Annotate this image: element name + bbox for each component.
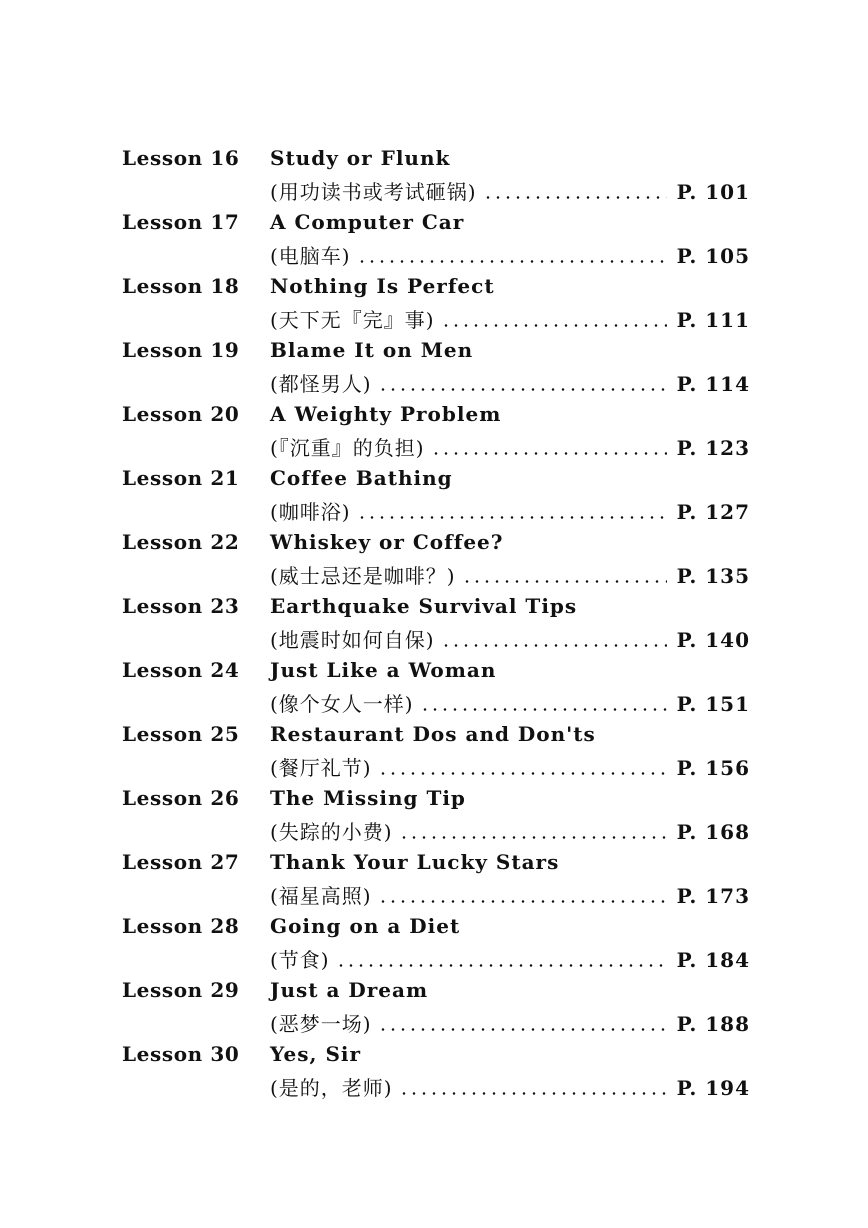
lesson-chinese-title: (地震时如何自保) — [270, 628, 435, 652]
lesson-subtitle-line — [270, 304, 750, 332]
lesson-title: Coffee Bathing — [270, 466, 453, 490]
lesson-title: Blame It on Men — [270, 338, 474, 362]
lesson-chinese-title: (像个女人一样) — [270, 692, 414, 716]
lesson-number: Lesson 21 — [122, 466, 240, 490]
lesson-subtitle-line — [270, 432, 750, 460]
lesson-chinese-title: (咖啡浴) — [270, 500, 351, 524]
toc-entry — [0, 978, 868, 1042]
lesson-subtitle-line — [270, 1072, 750, 1100]
lesson-number: Lesson 28 — [122, 914, 240, 938]
lesson-subtitle-line — [270, 816, 750, 844]
page-number: P. 151 — [676, 692, 750, 716]
lesson-chinese-title: (失踪的小费) — [270, 820, 393, 844]
toc-entry — [0, 146, 868, 210]
page-number: P. 184 — [676, 948, 750, 972]
page-number: P. 168 — [676, 820, 750, 844]
dot-leader — [336, 964, 667, 967]
lesson-subtitle-line — [270, 560, 750, 588]
lesson-chinese-title: (电脑车) — [270, 244, 351, 268]
toc-entry — [0, 402, 868, 466]
toc-entry — [0, 338, 868, 402]
toc-entry — [0, 594, 868, 658]
lesson-chinese-title: (天下无『完』事) — [270, 308, 435, 332]
page-number: P. 140 — [676, 628, 750, 652]
page-number: P. 123 — [676, 436, 750, 460]
lesson-subtitle-line — [270, 1008, 750, 1036]
lesson-title: A Computer Car — [270, 210, 465, 234]
page-number: P. 101 — [676, 180, 750, 204]
lesson-subtitle-line — [270, 176, 750, 204]
lesson-subtitle-line — [270, 368, 750, 396]
lesson-number: Lesson 26 — [122, 786, 240, 810]
lesson-title: Yes, Sir — [270, 1042, 362, 1066]
page-number: P. 114 — [676, 372, 750, 396]
lesson-number: Lesson 30 — [122, 1042, 240, 1066]
lesson-number: Lesson 16 — [122, 146, 240, 170]
lesson-number: Lesson 19 — [122, 338, 240, 362]
dot-leader — [378, 772, 667, 775]
dot-leader — [399, 1092, 667, 1095]
lesson-subtitle-line — [270, 752, 750, 780]
page-number: P. 194 — [676, 1076, 750, 1100]
dot-leader — [378, 388, 667, 391]
toc-entry — [0, 786, 868, 850]
lesson-title: The Missing Tip — [270, 786, 466, 810]
dot-leader — [378, 1028, 667, 1031]
dot-leader — [357, 260, 667, 263]
lesson-title: Just a Dream — [270, 978, 429, 1002]
lesson-chinese-title: (餐厅礼节) — [270, 756, 372, 780]
lesson-chinese-title: (都怪男人) — [270, 372, 372, 396]
lesson-chinese-title: (『沉重』的负担) — [270, 436, 425, 460]
page-number: P. 188 — [676, 1012, 750, 1036]
toc-entry — [0, 530, 868, 594]
dot-leader — [462, 580, 667, 583]
lesson-number: Lesson 27 — [122, 850, 240, 874]
lesson-title: Whiskey or Coffee? — [270, 530, 504, 554]
page-number: P. 111 — [676, 308, 750, 332]
page-number: P. 173 — [676, 884, 750, 908]
lesson-number: Lesson 24 — [122, 658, 240, 682]
page-number: P. 127 — [676, 500, 750, 524]
toc-entry — [0, 914, 868, 978]
lesson-title: Just Like a Woman — [270, 658, 497, 682]
toc-entry — [0, 466, 868, 530]
lesson-title: Study or Flunk — [270, 146, 451, 170]
page-number: P. 156 — [676, 756, 750, 780]
toc-entry — [0, 1042, 868, 1106]
lesson-chinese-title: (用功读书或考试砸锅) — [270, 180, 477, 204]
lesson-title: Earthquake Survival Tips — [270, 594, 578, 618]
toc-entry — [0, 850, 868, 914]
lesson-subtitle-line — [270, 880, 750, 908]
lesson-title: Going on a Diet — [270, 914, 461, 938]
dot-leader — [399, 836, 667, 839]
lesson-number: Lesson 17 — [122, 210, 240, 234]
toc-entry — [0, 274, 868, 338]
lesson-number: Lesson 25 — [122, 722, 240, 746]
page-number: P. 105 — [676, 244, 750, 268]
lesson-subtitle-line — [270, 496, 750, 524]
lesson-title: A Weighty Problem — [270, 402, 502, 426]
lesson-chinese-title: (恶梦一场) — [270, 1012, 372, 1036]
lesson-subtitle-line — [270, 944, 750, 972]
dot-leader — [357, 516, 667, 519]
lesson-title: Nothing Is Perfect — [270, 274, 495, 298]
toc-entry — [0, 658, 868, 722]
lesson-subtitle-line — [270, 624, 750, 652]
dot-leader — [378, 900, 667, 903]
lesson-subtitle-line — [270, 240, 750, 268]
lesson-subtitle-line — [270, 688, 750, 716]
lesson-chinese-title: (节食) — [270, 948, 330, 972]
dot-leader — [441, 644, 667, 647]
dot-leader — [441, 324, 667, 327]
toc-entry — [0, 210, 868, 274]
lesson-chinese-title: (是的，老师) — [270, 1076, 393, 1100]
lesson-number: Lesson 20 — [122, 402, 240, 426]
page-number: P. 135 — [676, 564, 750, 588]
dot-leader — [431, 452, 667, 455]
lesson-title: Restaurant Dos and Don'ts — [270, 722, 596, 746]
toc-entry — [0, 722, 868, 786]
lesson-number: Lesson 23 — [122, 594, 240, 618]
lesson-number: Lesson 29 — [122, 978, 240, 1002]
lesson-chinese-title: (威士忌还是咖啡？) — [270, 564, 456, 588]
lesson-number: Lesson 18 — [122, 274, 240, 298]
lesson-chinese-title: (福星高照) — [270, 884, 372, 908]
dot-leader — [420, 708, 667, 711]
dot-leader — [483, 196, 667, 199]
lesson-title: Thank Your Lucky Stars — [270, 850, 560, 874]
lesson-number: Lesson 22 — [122, 530, 240, 554]
